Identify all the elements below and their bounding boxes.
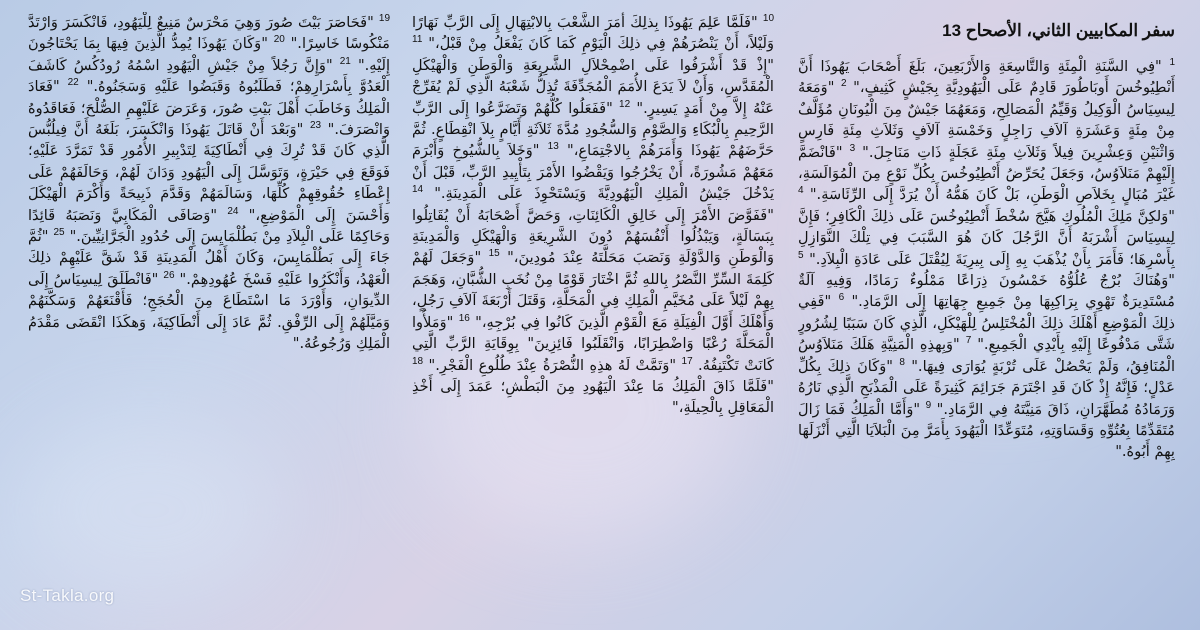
column-left [28,12,390,482]
verse: $^{19}$ "فَحَاصَرَ بَيْتَ صُورَ وَهِيَ مَحْرَسٌ مَنِيعٌ لِلْيَهُودِ، فَانْكَسَرَ وَارْتَدَّ مَنْكُوسًا خَاسِرًا." [28,13,390,53]
site-watermark: St-Takla.org [20,586,115,605]
verse: $^8$ "وَكَانَ ذلِكَ بِكُلِّ عَدْلٍ؛ فَإِنَّهُ إِذْ كَانَ قَدِ اجْتَرَمَ جَرَائِمَ كَثِيرَةً عَلَى الْمَذْبَحِ الَّذِي نَارُهُ وَرَمَادُهُ مُطَهَّرَانِ، ذَاقَ مَنِيَّتَهُ فِي الرَّمَادِ." [798,356,1175,418]
verse: $^{13}$ "وَخَلاَ بِالشُّيُوخِ وَأَبْرَمَ مَعَهُمْ مَشُورَةً، أَنْ يَخْرُجُوا وَيَقْضُوا الأَمْرَ بِتَأْيِيدِ الرَّبِّ، قَبْلَ أَنْ يَدْخُلَ جَيْشُ الْمَلِكِ الْيَهُودِيَّةَ وَيَسْتَحْوِذَ عَلَى الْمَدِينَةِ." [412,141,774,203]
verse: $^{12}$ "فَفَعَلُوا كُلُّهُمْ وَتَضَرَّعُوا إِلَى الرَّبِّ الرَّحِيمِ بِالْبُكَاءِ وَالصَّوْمِ وَالسُّجُودِ مُدَّةَ ثَلاَثَةِ أَيَّامٍ بِلاَ انْقِطَاعٍ. ثُمَّ حَرَّضَهُمْ يَهُوذَا وَأَمَرَهُمْ بِالاجْتِمَاعِ،" [412,98,774,160]
verse: $^5$ "وَهُنَاكَ بُرْجٌ عُلُوُّهُ خَمْسُونَ ذِرَاعًا مَمْلُوءٌ رَمَادًا، وَفِيهِ آلَةٌ مُسْتَدِيرَةٌ تَهْوِي بِرَاكِبِهَا مِنْ جَمِيعِ جِهَاتِهَا إِلَى الرَّمَادِ." [798,249,1175,311]
verse: $^1$ "فِي السَّنَةِ الْمِئَةِ وَالتَّاسِعَةِ وَالأَرْبَعِينَ، بَلَغَ أَصْحَابَ يَهُوذَا أَنَّ أَنْطِيُوخُسَ أَوبَاطُورَ قَادِمٌ عَلَى الْيَهُودِيَّةِ بِجَيْشٍ كَثِيفٍ،" [798,57,1175,97]
verse: $^3$ "فَانْضَمَّ إِلَيْهِمْ مَنَلاَوُسُ، وَجَعَلَ يُحَرِّضُ أَنْطِيُوخُسَ بِكُلِّ نَوْعٍ مِنَ الْمُوَالَسَةِ، غَيْرَ مُبَالٍ بِخَلاَصِ الْوَطَنِ، بَلْ كَانَ هَمُّهُ أَنْ يُرَدَّ إِلَى الرِّئَاسَةِ." [798,142,1175,204]
verse: $^{25}$ "ثُمَّ جَاءَ إِلَى بَطُلْمَايِسَ، وَكَانَ أَهْلُ الْمَدِينَةِ قَدْ شَقَّ عَلَيْهِمْ ذلِكَ الْعَهْدُ، وَأَنْكَرُوا عَلَيْهِ فَسْخَ عُهُودِهِمْ." [28,227,390,288]
verse: $^{21}$ "وَإِنَّ رَجُلاً مِنْ جَيْشِ الْيَهُودِ اسْمُهُ رُودُكُسُ كَاشَفَ الْعَدُوَّ بِأَسْرَارِهِمْ؛ فَطَلَبُوهُ وَقَبَضُوا عَلَيْهِ وَسَجَنُوهُ." [28,55,390,96]
verse: $^7$ "وَبِهذِهِ الْمَنِيَّةِ هَلَكَ مَنَلاَوُسُ الْمُنَافِقُ، وَلَمْ يَحْصُلْ عَلَى تُرْبَةٍ يُوَارَى فِيهَا." [798,335,1175,375]
verse: $^6$ "فَفِي ذلِكَ الْمَوْضِعِ أَهْلَكَ ذلِكَ الْمُخْتَلِسُ لِلْهَيْكَلِ، الَّذِي كَانَ سَبَبًا لِشُرُورٍ شَتَّى مَدْفُوعًا إِلَيْهِ بِأَيْدِي الْجَمِيعِ." [798,292,1175,354]
verse: $^{26}$ "فَانْطَلَقَ لِيسِيَاسُ إِلَى الدِّيوَانِ، وَأَوْرَدَ مَا اسْتَطَاعَ مِنَ الْحُجَجِ؛ فَأَقْنَعَهُمْ وَسَكَّنَهُمْ وَمَيَّلَهُمْ إِلَى الرِّفْقِ. ثُمَّ عَادَ إِلَى أَنْطَاكِيَةَ، وَهكَذَا انْقَضَى مَقْدَمُ الْمَلِكِ وَرُجُوعُهُ." [28,270,390,353]
verse: $^4$ "وَلكِنَّ مَلِكَ الْمُلُوكِ هَيَّجَ سُخْطَ أَنْطِيُوخُسَ عَلَى ذلِكَ الْكَافِرِ؛ فَإِنَّ لِيسِيَاسَ أَشْرَبَهُ أَنَّ الرَّجُلَ كَانَ هُوَ السَّبَبَ فِي تِلْكَ النَّوَازِلِ بِأَسْرِهَا؛ فَأَمَرَ بِأَنْ يُذْهَبَ بِهِ إِلَى بِيرِيَةَ لِيُقْتَلَ عَلَى عَادَةِ الْبِلاَدِ." [798,185,1175,268]
verse: $^{14}$ "فَفَوَّضَ الأَمْرَ إِلَى خَالِقِ الْكَائِنَاتِ، وَحَضَّ أَصْحَابَهُ أَنْ يُقَاتِلُوا بِبَسَالَةٍ، وَيَبْذُلُوا أَنْفُسَهُمْ دُونَ الشَّرِيعَةِ وَالْهَيْكَلِ وَالْمَدِينَةِ وَالْوَطَنِ وَالدَّوْلَةِ وَنَصَبَ مَحَلَّتَهُ عِنْدَ مُودِينَ،" [412,184,774,267]
verse: $^{16}$ "وَمَلأُوا الْمَحَلَّةَ رُعْبًا وَاضْطِرَابًا، وَانْقَلَبُوا فَائِزِينَ" بِوِقَايَةِ الرَّبِّ الَّتِي كَانَتْ تَكْتَنِفُهُ. [412,312,774,374]
column-right [798,12,1175,612]
verse: $^{18}$ "فَلَمَّا ذَاقَ الْمَلِكُ مَا عِنْدَ الْيَهُودِ مِنَ الْبَطْشِ؛ عَمَدَ إِلَى أَخْذِ الْمَعَاقِلِ بِالْحِيلَةِ،" [412,355,774,417]
verse: $^{23}$ "وَبَعْدَ أَنْ قَاتَلَ يَهُوذَا وَانْكَسَرَ، بَلَغَهُ أَنَّ فِيلُبُّسَ الَّذِي كَانَ قَدْ تُرِكَ فِي أَنْطَاكِيَةَ لِتَدْبِيرِ الأُمُورِ قَدْ تَمَرَّدَ عَلَيْهِ؛ فَوَقَعَ فِي حَيْرَةٍ، وَتَوَسَّلَ إِلَى الْيَهُودِ وَدَانَ لَهُمْ، وَحَالَفَهُمْ عَلَى إِعْطَاءِ حُقُوقِهِمْ كُلِّهَا، وَسَالَمَهُمْ وَقَدَّمَ ذَبِيحَةً وَأَكْرَمَ الْهَيْكَلَ وَأَحْسَنَ إِلَى الْمَوْضِعِ،" [28,120,390,224]
verse: $^2$ "وَمَعَهُ لِيسِيَاسُ الْوَكِيلُ وَقَيِّمُ الْمَصَالِحِ، وَمَعَهُمَا جَيْشٌ مِنَ الْيُونَانِ مُؤَلَّفٌ مِنْ مِئَةٍ وَعَشَرَةِ آلاَفِ رَاجِلٍ وَخَمْسَةِ آلاَفٍ وَثَلاَثِ مِئَةِ فَارِسٍ وَاثْنَيْنِ وَعِشْرِينَ فِيلاً وَثَلاَثِ مِئَةِ عَجَلَةٍ ذَاتِ مَنَاجِلَ." [798,78,1175,161]
verse: $^{10}$ "فَلَمَّا عَلِمَ يَهُوذَا بِذلِكَ أَمَرَ الشَّعْبَ بِالابْتِهَالِ إِلَى الرَّبِّ نَهَارًا وَلَيْلاً، أَنْ يَنْصُرَهُمْ فِي ذلِكَ الْيَوْمِ كَمَا كَانَ يَفْعَلُ مِنْ قَبْلُ،" [412,13,774,53]
chapter-title: سفر المكابيين الثاني، الأصحاح 13 [942,21,1175,40]
verse: $^{17}$ "وَتَمَّتْ لَهُ هذِهِ النُّصْرَةُ عِنْدَ طُلُوعِ الْفَجْرِ." [428,355,693,374]
verse: $^{15}$ "وَجَعَلَ لَهُمْ كَلِمَةَ السِّرِّ النَّصْرُ بِاللهِ ثُمَّ اخْتَارَ قَوْمًا مِنْ نُخَبِ الشُّبَّانِ، وَهَجَمَ بِهِمْ لَيْلاً عَلَى مُخَيَّمِ الْمَلِكِ فِي الْمَحَلَّةِ، وَقَتَلَ أَرْبَعَةَ آلاَفِ رَجُلٍ، وَأَهْلَكَ أَوَّلَ الْفِيَلَةِ مَعَ الْقَوْمِ الَّذِينَ كَانُوا فِي بُرْجِهِ،" [412,248,774,331]
verse: $^{20}$ "وَكَانَ يَهُوذَا يُمِدُّ الَّذِينَ فِيهَا بِمَا يَحْتَاجُونَ إِلَيْهِ." [28,34,390,74]
verse: $^{11}$ "إِذْ قَدْ أَشْرَفُوا عَلَى اضْمِحْلاَلِ الشَّرِيعَةِ وَالْوَطَنِ وَالْهَيْكَلِ الْمُقَدَّسِ، وَأَنْ لاَ يَدَعَ الأُمَمَ الْمُجَدِّفَةَ تُذِلُّ شَعْبَهُ الَّذِي لَمْ يُفَرِّجْ عَنْهُ إِلاَّ مِنْ أَمَدٍ يَسِيرٍ." [412,34,774,117]
column-middle [412,12,774,624]
verse: $^{24}$ "وَصَافَى الْمَكَابِيَّ وَنَصَبَهُ قَائِدًا وَحَاكِمًا عَلَى الْبِلاَدِ مِنْ بَطُلْمَايِسَ إِلَى حُدُودِ الْجَرَّانِيِّينَ." [28,205,390,246]
verse: $^{22}$ "فَعَادَ الْمَلِكُ وَخَاطَبَ أَهْلَ بَيْتِ صُورَ، وَعَرَضَ عَلَيْهِمِ الصُّلْحَ؛ فَعَاقَدُوهُ وَانْصَرَفَ." [28,77,390,139]
verse: $^9$ "وَأَمَّا الْمَلِكُ فَمَا زَالَ مُتَقَدِّمًا بِعُتُوِّهِ وَقَسَاوَتِهِ، مُتَوَعِّدًا الْيَهُودَ بِأَمَرَّ مِنَ الْبَلاَيَا الَّتِي أَنْزَلَهَا بِهِمْ أَبُوهُ." [798,399,1175,461]
